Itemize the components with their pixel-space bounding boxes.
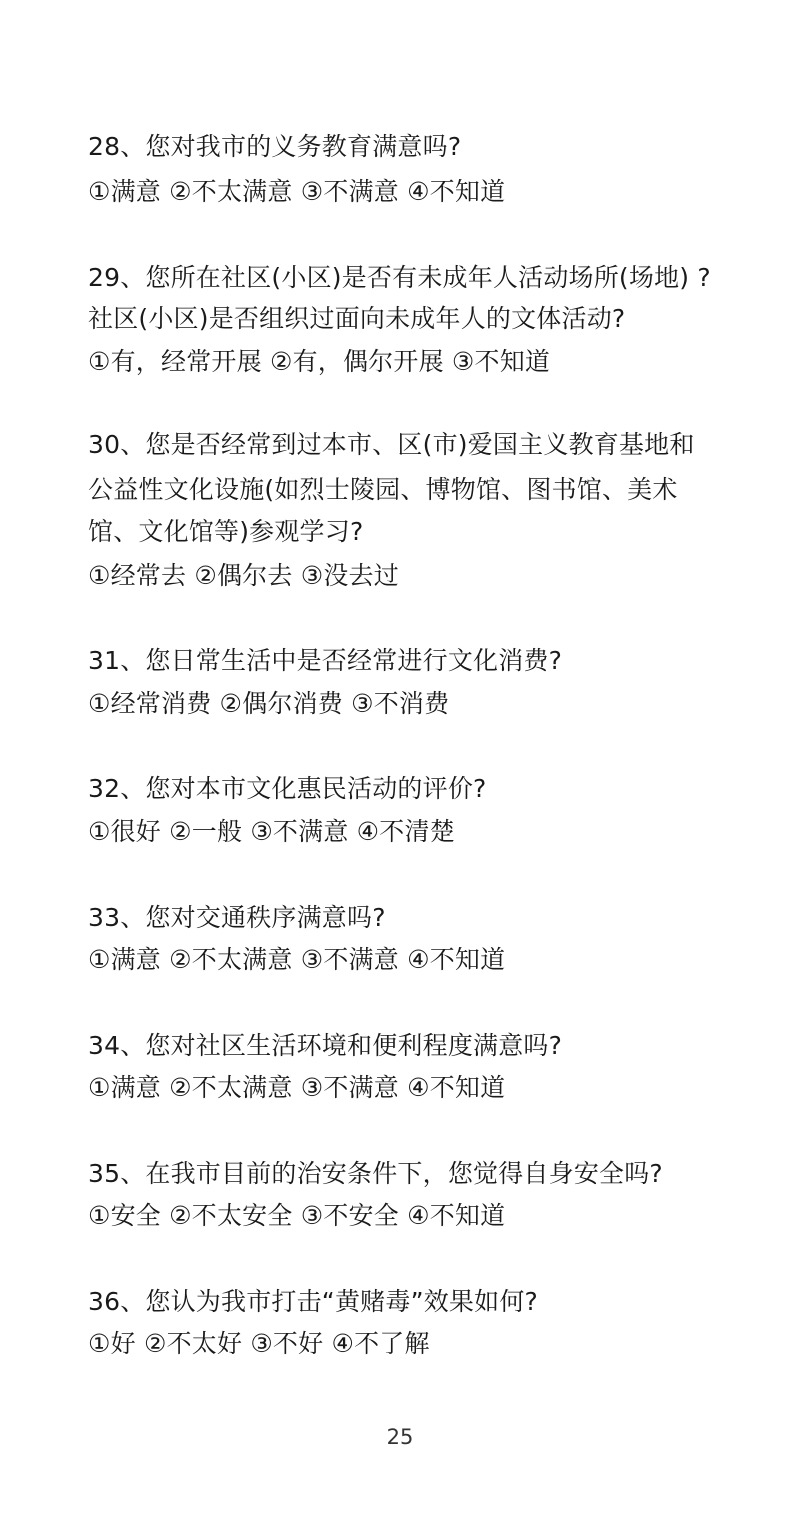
question-32-options: ①很好 ②一般 ③不满意 ④不清楚 bbox=[88, 817, 455, 846]
question-30-options: ①经常去 ②偶尔去 ③没去过 bbox=[88, 561, 399, 590]
question-28-options: ①满意 ②不太满意 ③不满意 ④不知道 bbox=[88, 177, 506, 206]
question-30-text-line-1: 30、您是否经常到过本市、区(市)爱国主义教育基地和 bbox=[88, 430, 695, 459]
question-30-text-line-3: 馆、文化馆等)参观学习? bbox=[88, 517, 364, 546]
question-33-text: 33、您对交通秩序满意吗? bbox=[88, 903, 386, 932]
question-31-options: ①经常消费 ②偶尔消费 ③不消费 bbox=[88, 689, 450, 718]
question-36-options: ①好 ②不太好 ③不好 ④不了解 bbox=[88, 1329, 430, 1358]
question-29-options: ①有，经常开展 ②有，偶尔开展 ③不知道 bbox=[88, 347, 551, 376]
question-32-text: 32、您对本市文化惠民活动的评价? bbox=[88, 774, 487, 803]
question-29-text-line-2: 社区(小区)是否组织过面向未成年人的文体活动? bbox=[88, 304, 626, 333]
question-29-text-line-1: 29、您所在社区(小区)是否有未成年人活动场所(场地) ? bbox=[88, 263, 711, 292]
question-30-text-line-2: 公益性文化设施(如烈士陵园、博物馆、图书馆、美术 bbox=[88, 475, 678, 504]
question-34-options: ①满意 ②不太满意 ③不满意 ④不知道 bbox=[88, 1073, 506, 1102]
page-number: 25 bbox=[386, 1425, 414, 1449]
question-31-text: 31、您日常生活中是否经常进行文化消费? bbox=[88, 646, 563, 675]
question-35-options: ①安全 ②不太安全 ③不安全 ④不知道 bbox=[88, 1201, 506, 1230]
question-33-options: ①满意 ②不太满意 ③不满意 ④不知道 bbox=[88, 945, 506, 974]
question-35-text: 35、在我市目前的治安条件下，您觉得自身安全吗? bbox=[88, 1159, 663, 1188]
question-34-text: 34、您对社区生活环境和便利程度满意吗? bbox=[88, 1031, 563, 1060]
question-36-text: 36、您认为我市打击“黄赌毒”效果如何? bbox=[88, 1287, 538, 1316]
question-28-text: 28、您对我市的义务教育满意吗? bbox=[88, 132, 462, 161]
